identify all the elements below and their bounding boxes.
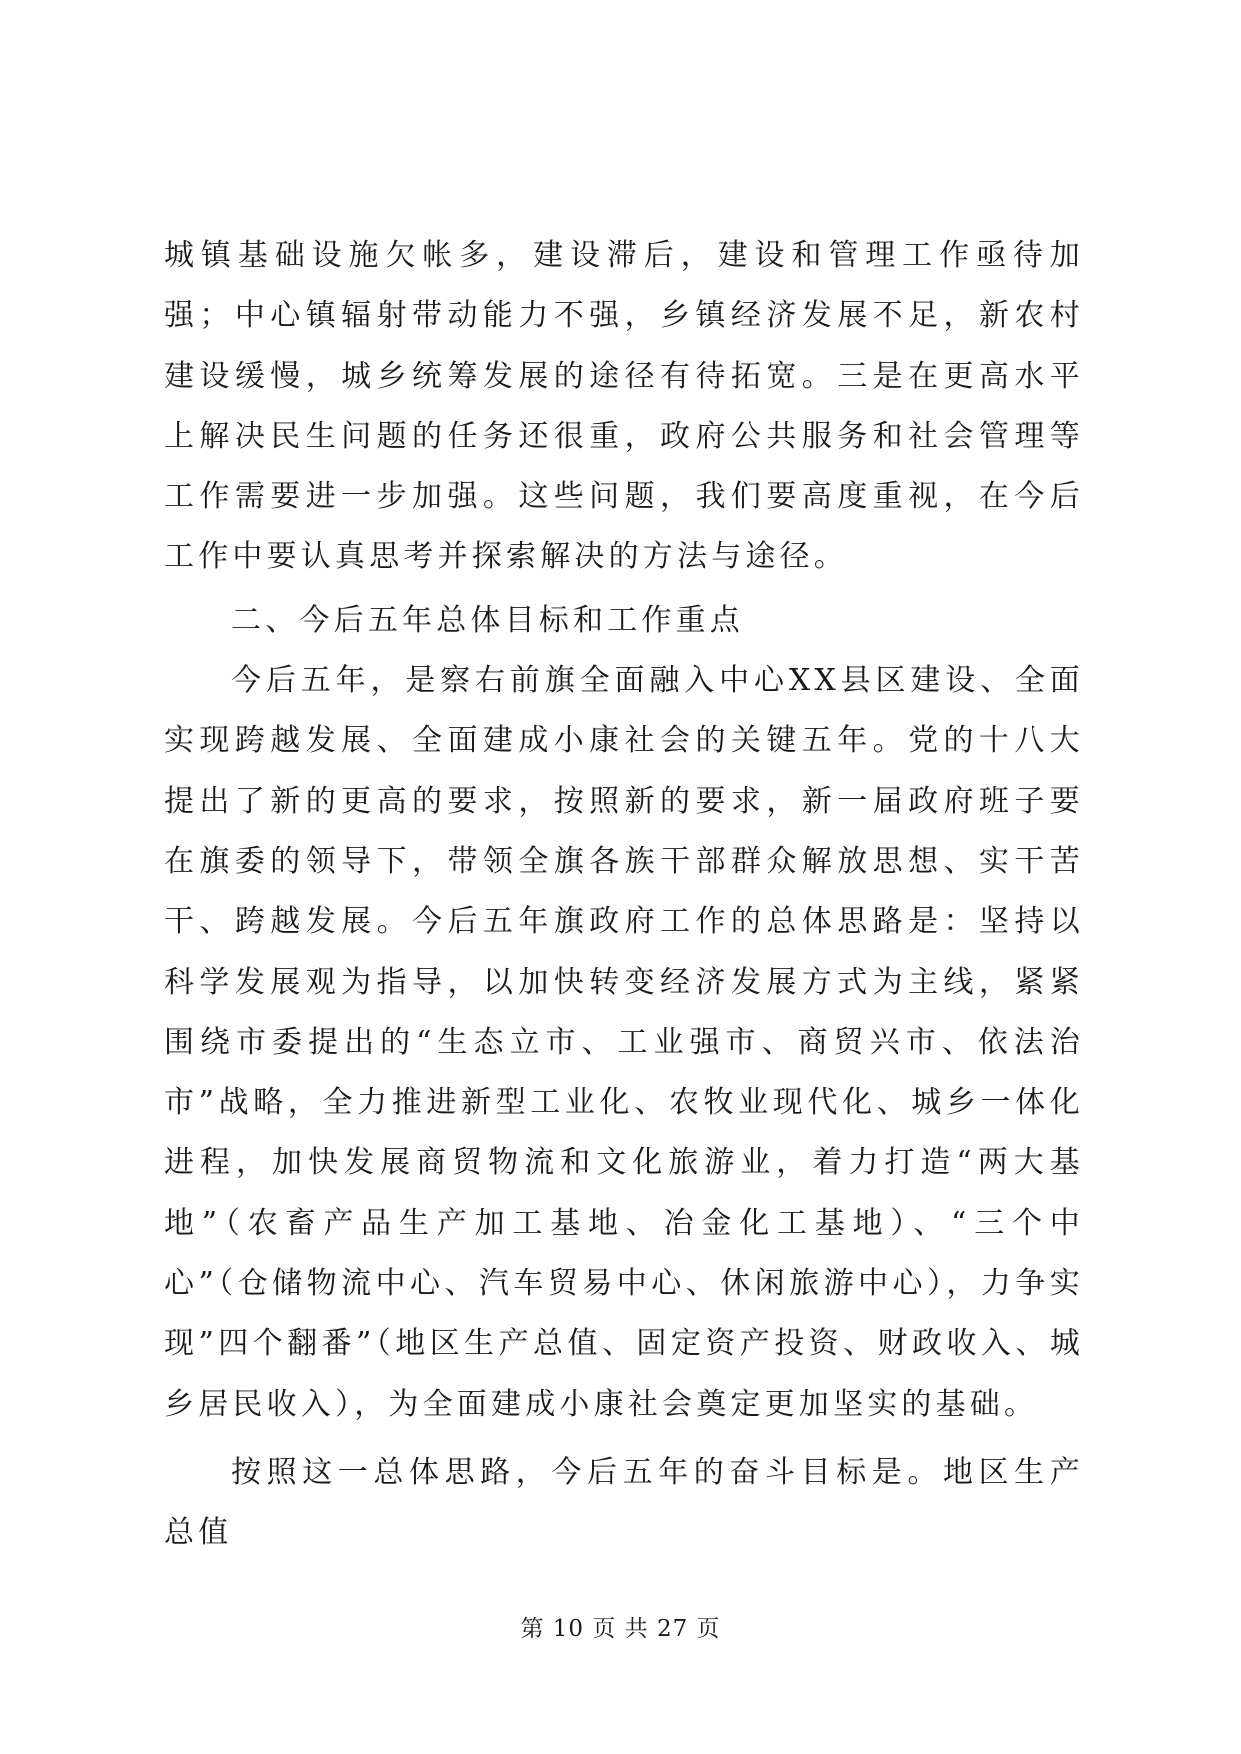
paragraph-objectives-start: 按照这一总体思路，今后五年的奋斗目标是。地区生产总值 [164, 1454, 1084, 1551]
paragraph-problems-continued: 城镇基础设施欠帐多，建设滞后，建设和管理工作亟待加强；中心镇辐射带动能力不强，乡镇经济发展不足，新农村建设缓慢，城乡统筹发展的途径有待拓宽。三是在更高水平上解决民生问题的任务还很重，政府公共服务和社会管理等工作需要进一步加强。这些问题，我们要高度重视，在今后工作中要认真思考并探索解决的方法与途径。 [164, 238, 1084, 575]
page-number-footer: 第 10 页 共 27 页 [520, 1616, 721, 1642]
section-heading-goals: 二、今后五年总体目标和工作重点 [231, 602, 744, 638]
paragraph-overall-approach: 今后五年，是察右前旗全面融入中心XX县区建设、全面实现跨越发展、全面建成小康社会的关键五年。党的十八大提出了新的更高的要求，按照新的要求，新一届政府班子要在旗委的领导下，带领全旗各族干部群众解放思想、实干苦干、跨越发展。今后五年旗政府工作的总体思路是：坚持以科学发展观为指导，以加快转变经济发展方式为主线，紧紧围绕市委提出的“生态立市、工业强市、商贸兴市、依法治市”战略，全力推进新型工业化、农牧业现代化、城乡一体化进程，加快发展商贸物流和文化旅游业，着力打造“两大基地”（农畜产品生产加工基地、冶金化工基地）、“三个中心”（仓储物流中心、汽车贸易中心、休闲旅游中心），力争实现”四个翻番”（地区生产总值、固定资产投资、财政收入、城乡居民收入），为全面建成小康社会奠定更加坚实的基础。 [164, 663, 1084, 1422]
document-body [164, 226, 1084, 1564]
